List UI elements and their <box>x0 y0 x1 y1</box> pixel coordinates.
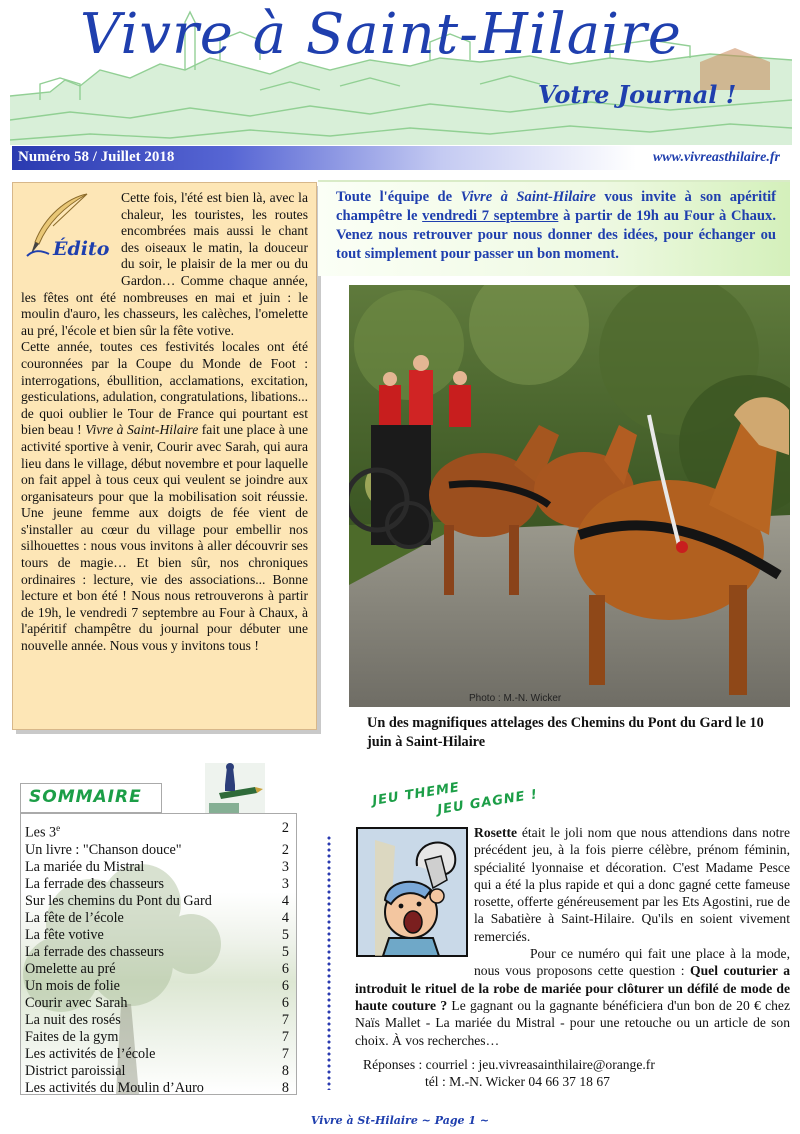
sommaire-item[interactable] <box>25 893 289 910</box>
invitation-segment: à partir de 19h au Four à Chaux. Venez nous retrouver pour nous donner des idées, pour échanger ou tout simplement pour passer un bon moment. <box>336 208 776 262</box>
sommaire-item-label: La fête votive <box>25 926 104 943</box>
journal-subtitle: Votre Journal ! <box>538 80 737 109</box>
sommaire-item-label: Les activités de l’école <box>25 1045 156 1062</box>
sommaire-item[interactable] <box>25 842 289 859</box>
sommaire-header <box>20 783 162 813</box>
sommaire-item-label: Courir avec Sarah <box>25 994 128 1011</box>
sommaire-item[interactable] <box>25 1029 289 1046</box>
website-link[interactable]: www.vivreasthilaire.fr <box>652 150 780 165</box>
sommaire-item-label: Omelette au pré <box>25 960 116 977</box>
sommaire-item-label: Les activités du Moulin d’Auro <box>25 1079 204 1095</box>
sommaire-item[interactable] <box>25 995 289 1012</box>
sommaire-item-page: 2 <box>281 841 289 858</box>
photo-caption: Un des magnifiques attelages des Chemins du Pont du Gard le 10 juin à Saint-Hilaire <box>367 715 764 750</box>
sommaire-item-label: La ferrade des chasseurs <box>25 943 165 960</box>
jeu-question: Quel couturier a introduit le rituel de la robe de mariée pour clôturer un défilé de mode de haute couture ? <box>355 963 790 1013</box>
invitation-segment: Toute l'équipe de <box>336 189 461 205</box>
sommaire-item-label: La nuit des rosés <box>25 1011 121 1028</box>
sommaire-item-label: La fête de l’école <box>25 909 124 926</box>
sommaire-item-label: Les 3e <box>25 823 61 841</box>
page-footer: Vivre à St-Hilaire ~ Page 1 ~ <box>310 1114 490 1127</box>
sommaire-item-page: 7 <box>281 1045 289 1062</box>
sommaire-item-page: 2 <box>281 820 289 836</box>
jeu-title-line-2: JEU GAGNE ! <box>436 787 539 818</box>
jeu-title-line-1: JEU THEME <box>371 780 461 809</box>
sommaire-item[interactable] <box>25 859 289 876</box>
sommaire-item[interactable] <box>25 1012 289 1029</box>
previous-answer: Rosette <box>474 825 518 840</box>
horse-carriage-photo <box>349 285 790 707</box>
sommaire-item-page: 4 <box>281 892 289 909</box>
edito-box <box>12 182 317 730</box>
edito-heading-block <box>21 190 117 276</box>
jeu-text-segment: était le joli nom que nous attendions dans notre précédent jeu, à la fois pierre célèbre, prénom féminin, spécialité lyonnaise et décoration. C'est Madame Pesce qui a été la plus rapide et qui a donc gagné cette fameuse rosette, offerte généreusement par les Ets Agostini, rue de la Sabatière à Saint-Hilaire. Qu'ils en soient vivement remerciés. <box>474 825 790 944</box>
sommaire-item[interactable] <box>25 1046 289 1063</box>
jeu-text <box>355 824 790 1049</box>
sommaire-item[interactable] <box>25 978 289 995</box>
sommaire-item[interactable] <box>25 910 289 927</box>
sommaire-list <box>25 820 289 1095</box>
issue-bar <box>12 146 792 170</box>
sommaire-item-label: Un mois de folie <box>25 977 120 994</box>
sommaire-item[interactable] <box>25 961 289 978</box>
sommaire-item-label: La ferrade des chasseurs <box>25 875 165 892</box>
edito-text-segment: fait une place à une activité sportive à venir, Courir avec Sarah, qui aura lieu dans le village, début novembre et pour laquelle on fait appel à tous ceux qui veulent se joindre aux organisateurs pour que la mobilisation soit réussie. Une jeune femme aux doigts de fée vient de s'installer au cœur du village pour embellir nos silhouettes : nous vous invitons à aller découvrir ses tours de magie… Et bien sûr, nos chroniques ordinaires : lecture, vie des associations... Bonne lecture et bon été ! Nous nous retrouverons à partir de 19h, le vendredi 7 septembre au Four à Chaux, à l'apéritif champêtre du journal pour débuter une nouvelle année. Nous vous y invitons tous ! <box>21 422 308 654</box>
sommaire-item-page: 6 <box>281 960 289 977</box>
dotted-separator <box>327 835 331 1090</box>
photo-credit: Photo : M.-N. Wicker <box>469 693 562 704</box>
sommaire-item-page: 5 <box>281 926 289 943</box>
masthead <box>10 0 792 145</box>
sommaire-item-page: 3 <box>281 875 289 892</box>
fountain-pen-icon <box>205 763 265 819</box>
journal-title: Vivre à Saint-Hilaire <box>80 2 682 67</box>
jeu-text-segment: Le gagnant ou la gagnante bénéficiera d'un bon de 20 € chez Naïs Mallet - La mariée du Mistral - pour une retouche ou un article de son choix. À vos recherches… <box>355 997 790 1048</box>
edito-paragraph-1: Cette fois, l'été est bien là, avec la chaleur, les touristes, les routes encombrées mais aussi le chant des oiseaux le matin, la douceur du soir, le plaisir de la mer ou du Gardon… Comme chaque année, les fêtes ont été nombreuses en mai et juin : le moulin d'auro, les chasseurs, les calèches, l'omelette au pré, l'école et bien sûr la fête votive. <box>21 190 308 338</box>
sommaire-item-page: 6 <box>281 977 289 994</box>
sommaire-item[interactable] <box>25 1080 289 1095</box>
invitation-text <box>336 188 776 264</box>
edito-paragraph-2 <box>21 339 308 654</box>
sommaire-item-label: Faites de la gym <box>25 1028 119 1045</box>
sommaire-item-page: 8 <box>281 1079 289 1095</box>
sommaire-item-page: 8 <box>281 1062 289 1079</box>
horse-carriage-image <box>349 285 790 707</box>
sommaire-item-page: 5 <box>281 943 289 960</box>
sommaire-item[interactable] <box>25 944 289 961</box>
jeu-responses <box>363 1056 655 1090</box>
cartoon-spacer <box>355 824 474 964</box>
issue-number: Numéro 58 / Juillet 2018 <box>18 149 175 165</box>
sommaire-item-superscript: e <box>56 823 61 833</box>
invitation-segment: vous invite à son apéritif champêtre le <box>336 189 776 224</box>
responses-phone: tél : M.-N. Wicker 04 66 37 18 67 <box>425 1074 610 1089</box>
sommaire-item-label: District paroissial <box>25 1062 126 1079</box>
sommaire-title: SOMMAIRE <box>29 787 142 807</box>
sommaire-item-page: 7 <box>281 1011 289 1028</box>
sommaire-item-label: Sur les chemins du Pont du Gard <box>25 892 212 909</box>
journal-name-inline: Vivre à Saint-Hilaire <box>460 189 596 205</box>
responses-email[interactable]: Réponses : courriel : jeu.vivreasainthilaire@orange.fr <box>363 1057 655 1072</box>
sommaire-item[interactable] <box>25 876 289 893</box>
sommaire-item-label: Un livre : "Chanson douce" <box>25 841 182 858</box>
edito-heading: Édito <box>53 238 110 260</box>
sommaire-item-page: 4 <box>281 909 289 926</box>
journal-name-inline: Vivre à Saint-Hilaire <box>85 422 199 438</box>
sommaire-item-label: La mariée du Mistral <box>25 858 145 875</box>
invitation-date: vendredi 7 septembre <box>422 208 559 224</box>
sommaire-item[interactable] <box>25 927 289 944</box>
sommaire-item-page: 7 <box>281 1028 289 1045</box>
sommaire-box <box>20 813 297 1095</box>
edito-text-segment: Cette année, toutes ces festivités locales ont été couronnées par la Coupe du Monde de Foot : interrogations, ébullition, acclamations, excitation, gesticulations, adulation, congratulations, libations... de quoi oublier le Tour de France qui pourtant est bien beau ! <box>21 339 308 438</box>
sommaire-item[interactable] <box>25 820 289 842</box>
sommaire-item-page: 6 <box>281 994 289 1011</box>
sommaire-item[interactable] <box>25 1063 289 1080</box>
invitation-box <box>318 180 790 276</box>
sommaire-item-page: 3 <box>281 858 289 875</box>
jeu-text-segment: Pour ce numéro qui fait une place à la mode, nous vous proposons cette question : <box>474 946 790 979</box>
